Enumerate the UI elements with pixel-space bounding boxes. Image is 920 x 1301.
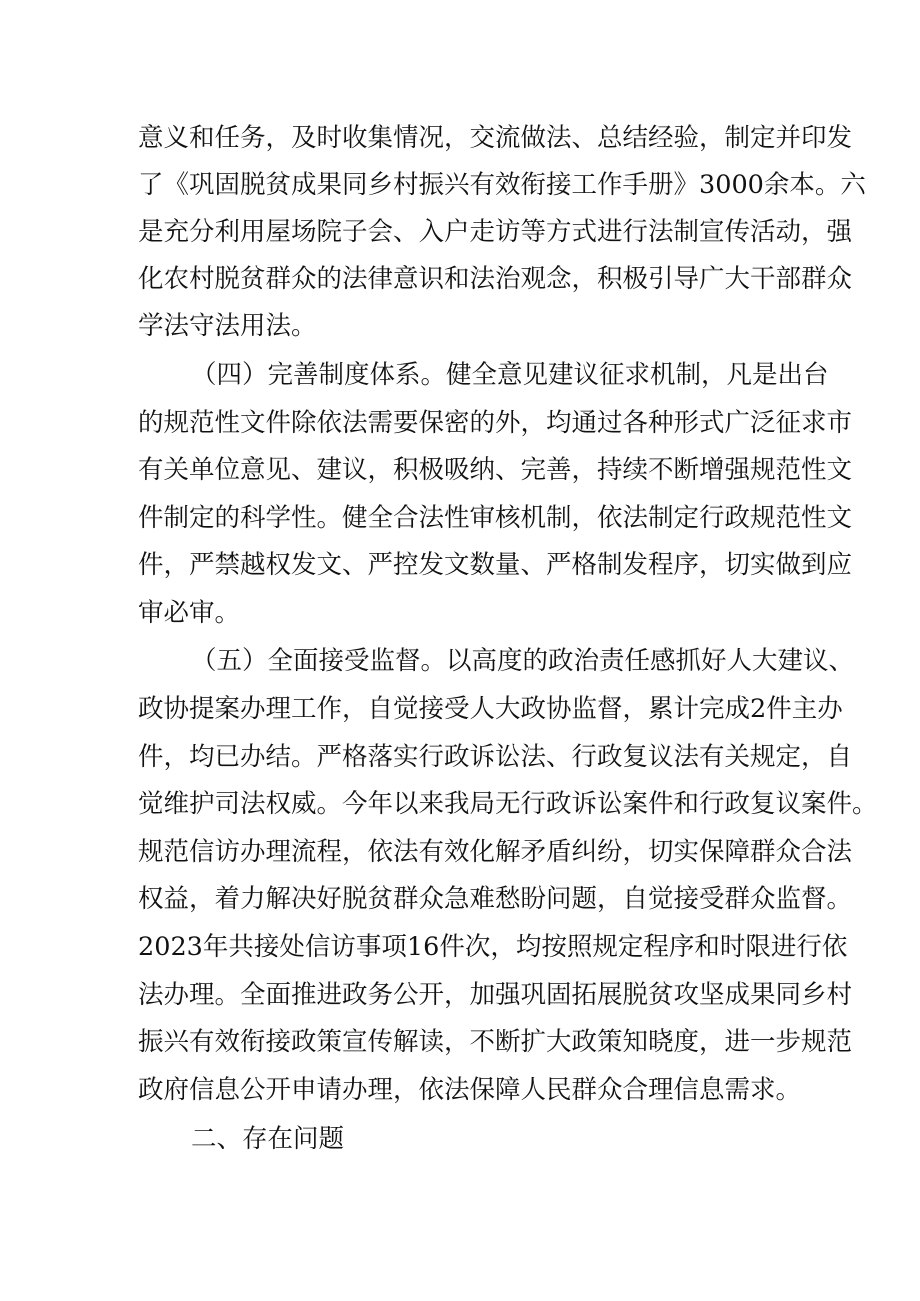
paragraph-line: 2023年共接处信访事项16件次，均按照规定程序和时限进行依 (138, 932, 848, 962)
paragraph-line: 权益，着力解决好脱贫群众急难愁盼问题，自觉接受群众监督。 (138, 884, 853, 914)
paragraph-line: 件，严禁越权发文、严控发文数量、严格制发程序，切实做到应 (138, 550, 853, 580)
paragraph-line: 学法守法用法。 (138, 311, 317, 341)
paragraph-line: 意义和任务，及时收集情况，交流做法、总结经验，制定并印发 (138, 123, 853, 153)
paragraph-line: 是充分利用屋场院子会、入户走访等方式进行法制宣传活动，强 (138, 217, 853, 247)
paragraph-line: 振兴有效衔接政策宣传解读，不断扩大政策知晓度，进一步规范 (138, 1027, 853, 1057)
chapter-heading: 二、存在问题 (191, 1124, 345, 1154)
paragraph-line: 政府信息公开申请办理，依法保障人民群众合理信息需求。 (138, 1075, 802, 1105)
section-heading-line: （四）完善制度体系。健全意见建议征求机制，凡是出台 (191, 360, 829, 390)
paragraph-line: 觉维护司法权威。今年以来我局无行政诉讼案件和行政复议案件。 (138, 789, 878, 819)
paragraph-line: 规范信访办理流程，依法有效化解矛盾纠纷，切实保障群众合法 (138, 837, 853, 867)
paragraph-line: 政协提案办理工作，自觉接受人大政协监督，累计完成2件主办 (138, 694, 843, 724)
paragraph-line: 了《巩固脱贫成果同乡村振兴有效衔接工作手册》3000余本。六 (138, 170, 866, 200)
paragraph-line: 件，均已办结。严格落实行政诉讼法、行政复议法有关规定，自 (138, 742, 853, 772)
paragraph-line: 法办理。全面推进政务公开，加强巩固拓展脱贫攻坚成果同乡村 (138, 980, 853, 1010)
paragraph-line: 件制定的科学性。健全合法性审核机制，依法制定行政规范性文 (138, 503, 853, 533)
paragraph-line: 有关单位意见、建议，积极吸纳、完善，持续不断增强规范性文 (138, 455, 853, 485)
paragraph-line: 审必审。 (138, 598, 241, 628)
paragraph-line: 的规范性文件除依法需要保密的外，均通过各种形式广泛征求市 (138, 408, 853, 438)
paragraph-line: 化农村脱贫群众的法律意识和法治观念，积极引导广大干部群众 (138, 264, 853, 294)
section-heading-line: （五）全面接受监督。以高度的政治责任感抓好人大建议、 (191, 646, 855, 676)
